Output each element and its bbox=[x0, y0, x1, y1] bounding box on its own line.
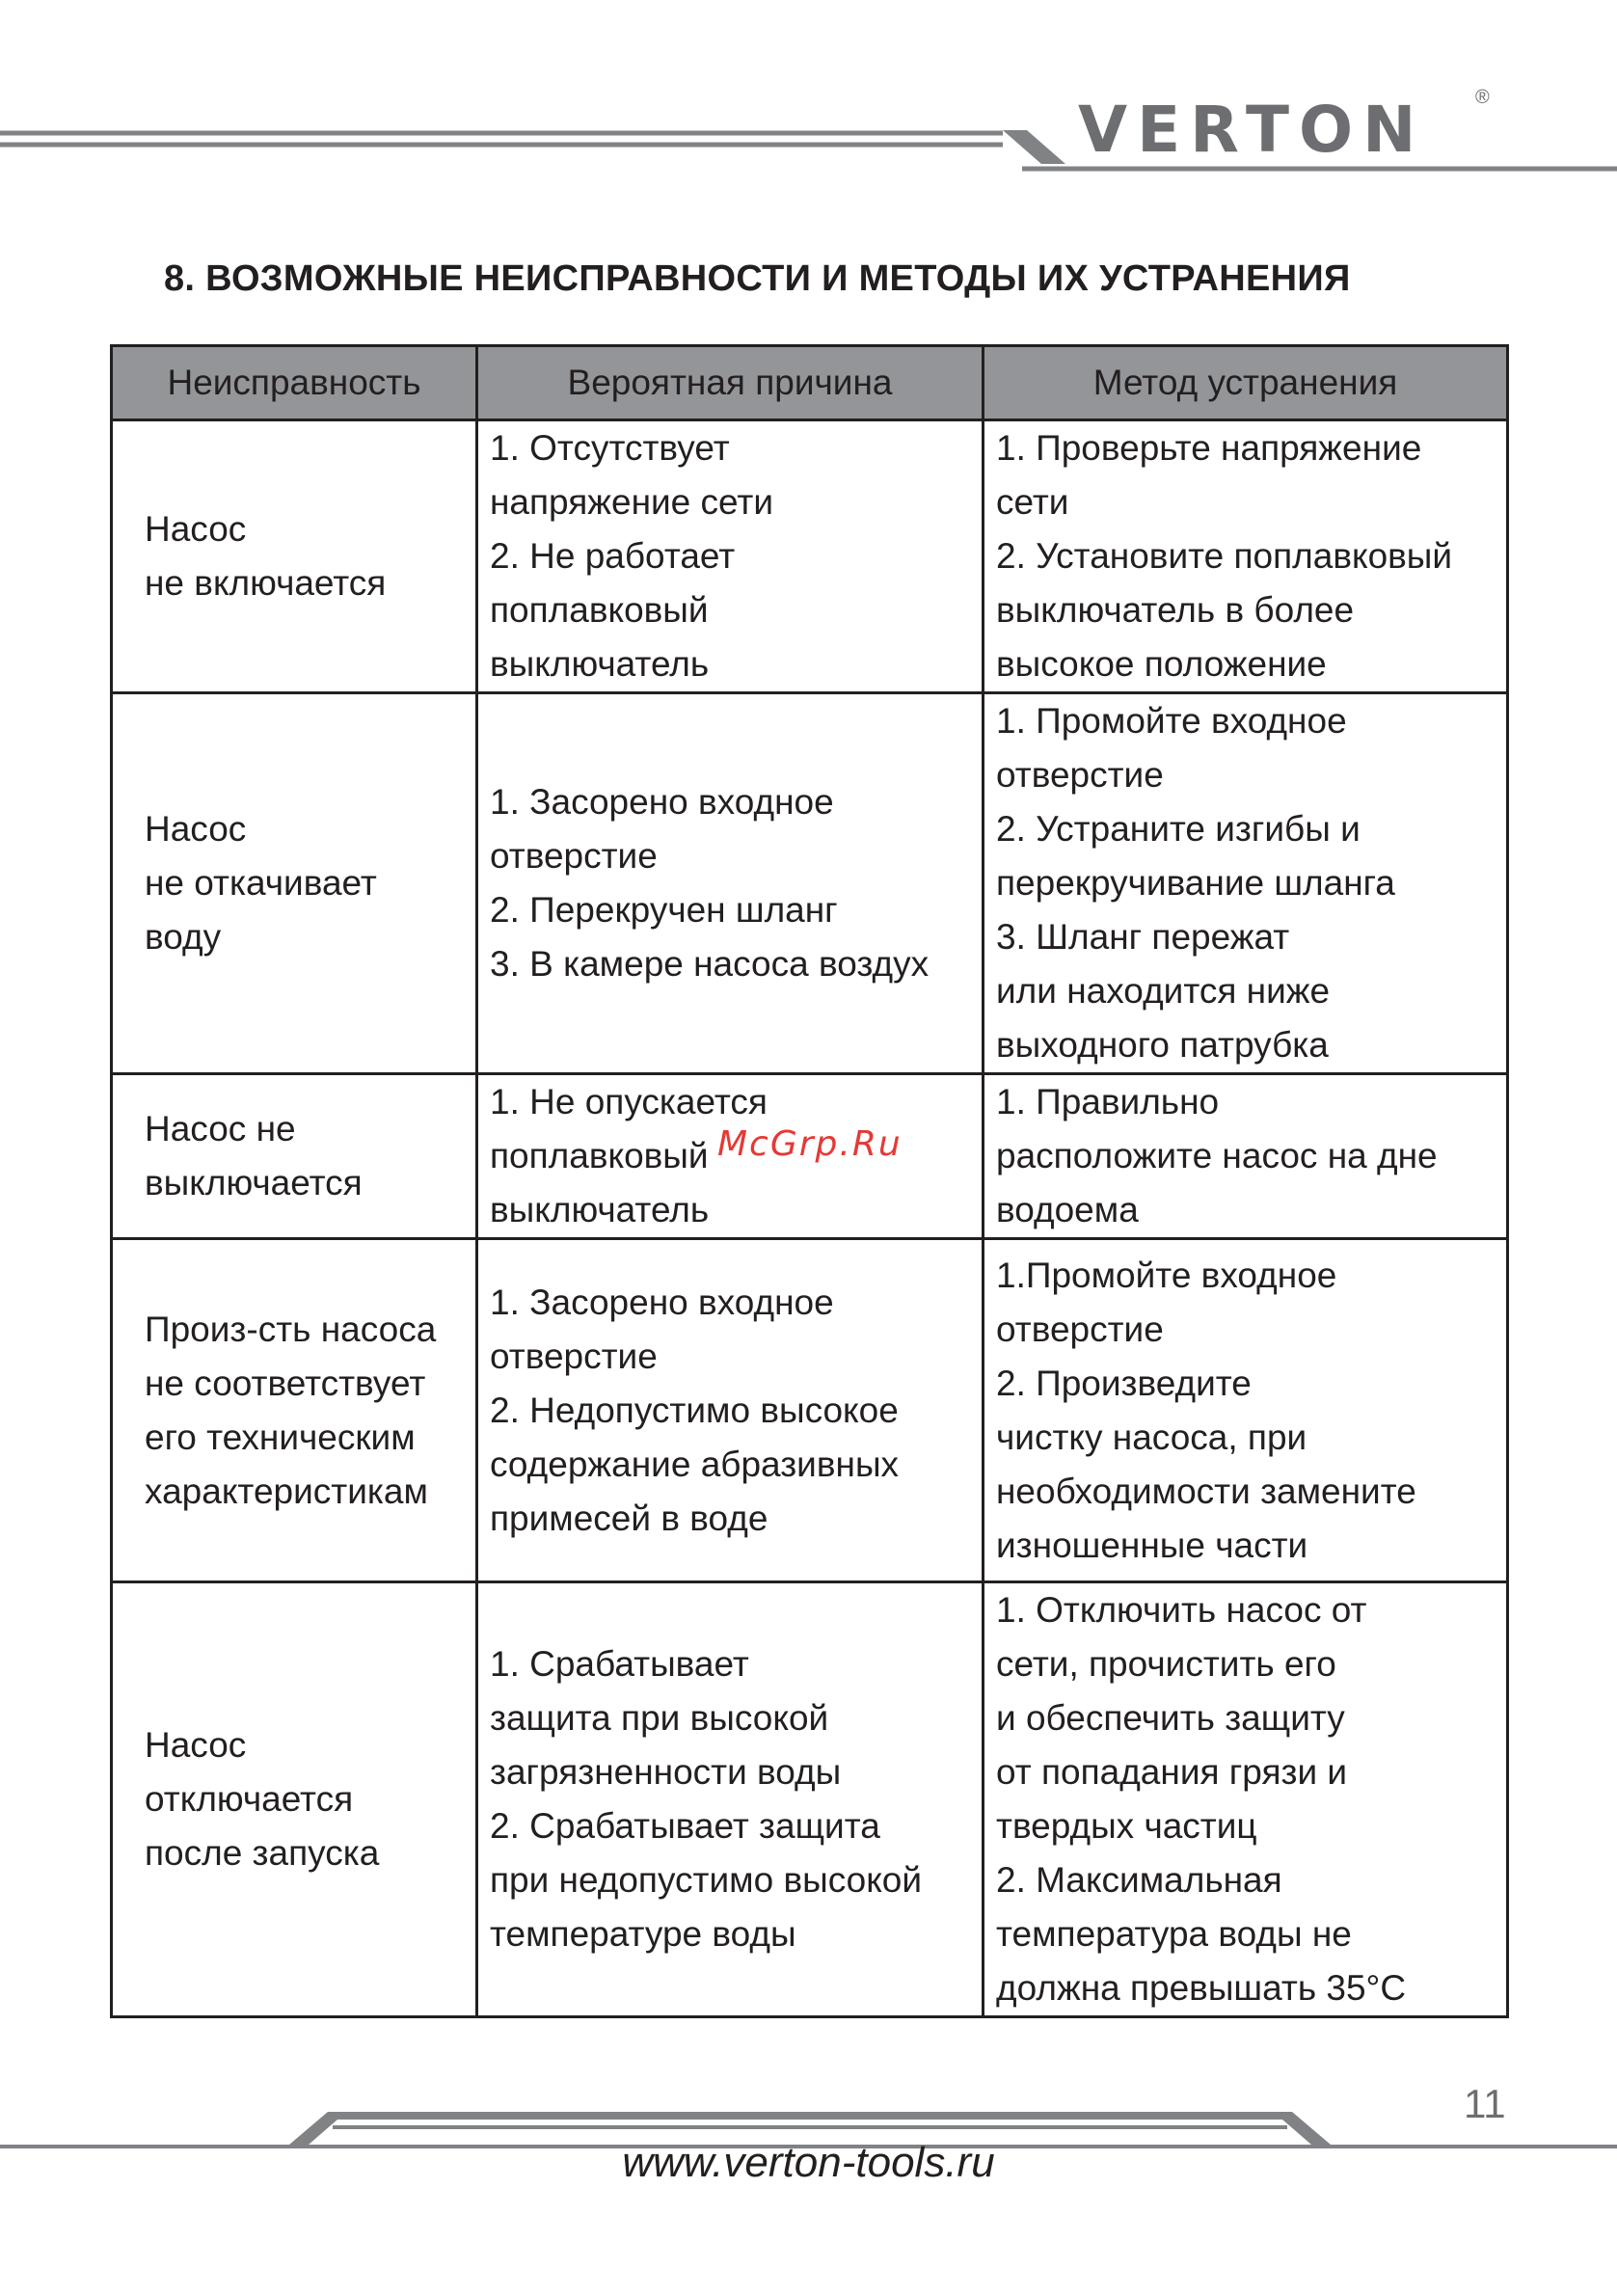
issue-line: не откачивает bbox=[145, 863, 377, 903]
issue-line: Произ-сть насоса bbox=[145, 1309, 437, 1349]
page-number: 11 bbox=[1464, 2081, 1506, 2126]
cause-line: напряжение сети bbox=[490, 482, 773, 522]
cause-line: выключатель bbox=[490, 1190, 710, 1229]
issue-line: воду bbox=[145, 917, 222, 957]
remedy-line: должна превышать 35°C bbox=[996, 1968, 1407, 2008]
remedy-line: изношенные части bbox=[996, 1525, 1308, 1565]
cause-cell bbox=[477, 420, 984, 693]
cause-line: 1. Отсутствует bbox=[490, 428, 730, 468]
table-row bbox=[112, 1239, 1508, 1582]
website-link[interactable]: www.verton-tools.ru bbox=[622, 2139, 995, 2186]
cause-line: 3. В камере насоса воздух bbox=[490, 944, 930, 984]
troubleshooting-table bbox=[110, 344, 1509, 2018]
remedy-line: 1.Промойте входное bbox=[996, 1255, 1337, 1295]
remedy-line: температура воды не bbox=[996, 1914, 1352, 1954]
table-row bbox=[112, 1582, 1508, 2017]
remedy-line: 2. Максимальная bbox=[996, 1860, 1282, 1900]
remedy-cell bbox=[984, 1074, 1508, 1239]
remedy-line: необходимости замените bbox=[996, 1471, 1416, 1511]
issue-line: Насос не bbox=[145, 1109, 296, 1148]
cause-line: 1. Срабатывает bbox=[490, 1644, 749, 1684]
issue-cell bbox=[112, 1582, 477, 2017]
remedy-cell bbox=[984, 1582, 1508, 2017]
remedy-line: 2. Устраните изгибы и bbox=[996, 809, 1361, 849]
cause-line: выключатель bbox=[490, 644, 710, 684]
remedy-line: 2. Произведите bbox=[996, 1363, 1252, 1403]
issue-cell bbox=[112, 420, 477, 693]
remedy-line: и обеспечить защиту bbox=[996, 1698, 1345, 1738]
remedy-line: 1. Отключить насос от bbox=[996, 1590, 1367, 1630]
cause-line: 1. Засорено входное bbox=[490, 1282, 834, 1322]
cause-line: 2. Перекручен шланг bbox=[490, 890, 838, 930]
column-header-issue: Неисправность bbox=[112, 346, 477, 420]
cause-line: поплавковый bbox=[490, 1136, 709, 1175]
brand-logo: VERTON bbox=[1078, 93, 1426, 167]
remedy-line: 1. Промойте входное bbox=[996, 701, 1347, 741]
remedy-line: от попадания грязи и bbox=[996, 1752, 1348, 1792]
cause-line: 2. Не работает bbox=[490, 536, 736, 576]
remedy-line: твердых частиц bbox=[996, 1806, 1257, 1846]
issue-line: не включается bbox=[145, 563, 387, 603]
issue-line: не соответствует bbox=[145, 1363, 426, 1403]
cause-line: 2. Недопустимо высокое bbox=[490, 1390, 899, 1430]
issue-line: Насос bbox=[145, 1725, 247, 1765]
cause-cell bbox=[477, 1239, 984, 1582]
cause-cell bbox=[477, 693, 984, 1074]
column-header-cause: Вероятная причина bbox=[477, 346, 984, 420]
table-row bbox=[112, 693, 1508, 1074]
issue-line: после запуска bbox=[145, 1833, 380, 1873]
issue-cell bbox=[112, 1239, 477, 1582]
remedy-line: сети bbox=[996, 482, 1069, 522]
cause-line: загрязненности воды bbox=[490, 1752, 842, 1792]
cause-line: отверстие bbox=[490, 836, 658, 876]
cause-line: отверстие bbox=[490, 1336, 658, 1376]
remedy-line: выключатель в более bbox=[996, 590, 1355, 630]
issue-cell bbox=[112, 1074, 477, 1239]
remedy-cell bbox=[984, 1239, 1508, 1582]
remedy-line: или находится ниже bbox=[996, 971, 1331, 1011]
section-title: 8. ВОЗМОЖНЫЕ НЕИСПРАВНОСТИ И МЕТОДЫ ИХ УСТРАНЕНИЯ bbox=[164, 258, 1351, 299]
remedy-line: чистку насоса, при bbox=[996, 1417, 1307, 1457]
remedy-line: водоема bbox=[996, 1190, 1139, 1229]
cause-cell bbox=[477, 1582, 984, 2017]
cause-line: при недопустимо высокой bbox=[490, 1860, 923, 1900]
remedy-line: 1. Правильно bbox=[996, 1082, 1220, 1121]
remedy-line: расположите насос на дне bbox=[996, 1136, 1438, 1175]
cause-line: температуре воды bbox=[490, 1914, 796, 1954]
remedy-line: высокое положение bbox=[996, 644, 1327, 684]
remedy-cell bbox=[984, 420, 1508, 693]
remedy-line: отверстие bbox=[996, 755, 1164, 795]
remedy-cell bbox=[984, 693, 1508, 1074]
cause-line: 1. Засорено входное bbox=[490, 782, 834, 822]
remedy-line: 2. Установите поплавковый bbox=[996, 536, 1453, 576]
remedy-line: перекручивание шланга bbox=[996, 863, 1395, 903]
remedy-line: выходного патрубка bbox=[996, 1025, 1329, 1065]
table-header-row bbox=[112, 346, 1508, 420]
registered-mark: ® bbox=[1475, 87, 1490, 108]
remedy-line: 1. Проверьте напряжение bbox=[996, 428, 1422, 468]
remedy-line: отверстие bbox=[996, 1309, 1164, 1349]
issue-line: отключается bbox=[145, 1779, 354, 1819]
column-header-remedy: Метод устранения bbox=[984, 346, 1508, 420]
issue-line: Насос bbox=[145, 509, 247, 549]
remedy-line: 3. Шланг пережат bbox=[996, 917, 1290, 957]
cause-line: защита при высокой bbox=[490, 1698, 829, 1738]
watermark: McGrp.Ru bbox=[717, 1124, 903, 1164]
issue-line: характеристикам bbox=[145, 1471, 428, 1511]
issue-line: его техническим bbox=[145, 1417, 416, 1457]
cause-line: содержание абразивных bbox=[490, 1444, 900, 1484]
table-row bbox=[112, 420, 1508, 693]
issue-line: Насос bbox=[145, 809, 247, 849]
cause-line: 1. Не опускается bbox=[490, 1082, 768, 1121]
remedy-line: сети, прочистить его bbox=[996, 1644, 1336, 1684]
issue-cell bbox=[112, 693, 477, 1074]
cause-line: примесей в воде bbox=[490, 1498, 768, 1538]
issue-line: выключается bbox=[145, 1163, 363, 1202]
cause-line: поплавковый bbox=[490, 590, 709, 630]
cause-line: 2. Срабатывает защита bbox=[490, 1806, 880, 1846]
